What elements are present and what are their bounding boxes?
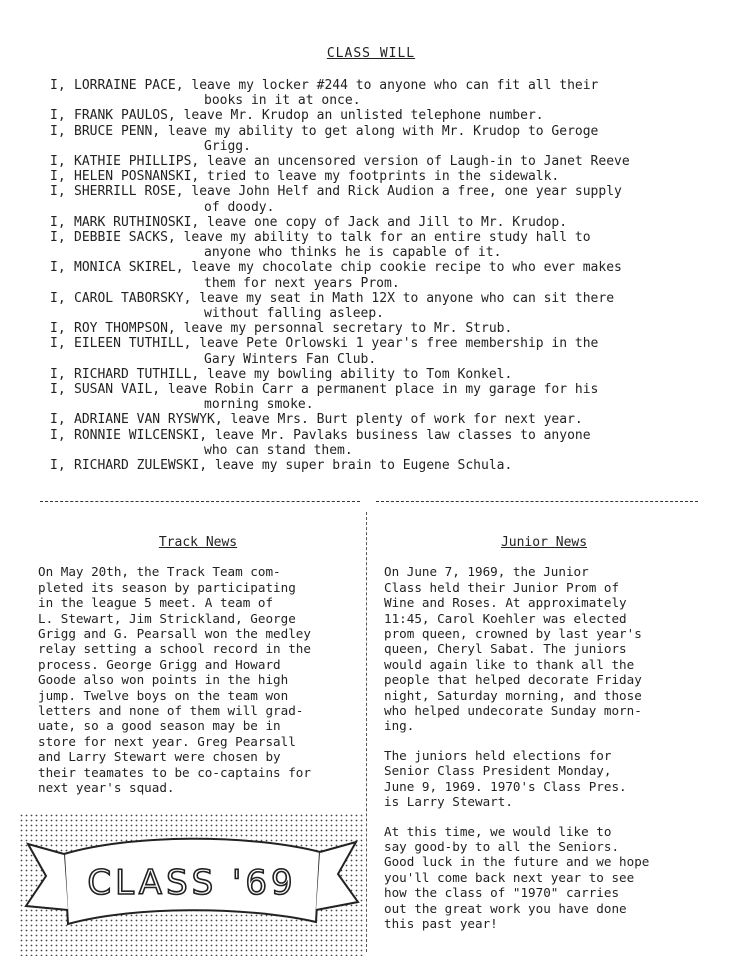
will-entry-text: MARK RUTHINOSKI, leave one copy of Jack and Jill to Mr. Krudop. [74,214,568,230]
will-entry [50,367,720,382]
track-news-paragraph: On May 20th, the Track Team com- pleted its season by participating in the league 5 meet. A team of L. Stewart, Jim Strickland, George Grigg and G. Pearsall won the medley relay setting a school record in the process. George Grigg and Howard Goode also won points in the high jump. Twelve boys on the team won letters and none of them will grad- uate, so a good season may be in store for next year. Greg Pearsall and Larry Stewart were chosen by their teamates to be co-captains for next year's squad. [38,564,311,796]
page-title: CLASS WILL [326,46,416,61]
will-pronoun: I, [50,214,66,230]
will-entry-continuation: books in it at once. [204,93,361,109]
will-entry-text: RICHARD TUTHILL, leave my bowling ability to Tom Konkel. [74,366,513,382]
junior-news-paragraph: On June 7, 1969, the Junior Class held their Junior Prom of Wine and Roses. At approximately 11:45, Carol Koehler was elected prom queen, crowned by last year's queen, Cheryl Sabat. The juniors would again like to thank all the people that helped decorate Friday night, Saturday morning, and those who helped undecorate Sunday morn- ing. [384,564,642,734]
will-entry [50,458,720,473]
will-pronoun: I, [50,458,66,474]
will-entry [50,184,720,214]
will-entry-text: EILEEN TUTHILL, leave Pete Orlowski 1 year's free membership in the [74,336,599,352]
will-pronoun: I, [50,123,66,139]
will-entry [50,336,720,366]
banner-text: CLASS '69 [87,863,297,903]
will-entry-text: ADRIANE VAN RYSWYK, leave Mrs. Burt plenty of work for next year. [74,412,583,428]
will-pronoun: I, [50,366,66,382]
will-entry-text: MONICA SKIREL, leave my chocolate chip cookie recipe to who ever makes [74,260,622,276]
track-news-column [38,535,358,810]
will-entry-continuation: Grigg. [204,138,251,154]
will-pronoun: I, [50,154,66,170]
will-entry-continuation: anyone who thinks he is capable of it. [204,245,502,261]
will-entry-text: FRANK PAULOS, leave Mr. Krudop an unlisted telephone number. [74,108,544,124]
will-entry [50,78,720,108]
will-entry-text: KATHIE PHILLIPS, leave an uncensored version of Laugh-in to Janet Reeve [74,154,630,170]
will-entry-continuation: morning smoke. [204,397,314,413]
will-pronoun: I, [50,108,66,124]
will-entry [50,108,720,123]
will-entry-text: RONNIE WILCENSKI, leave Mr. Pavlaks business law classes to anyone [74,427,591,443]
column-divider [366,512,367,952]
track-news-heading: Track News [158,535,238,550]
will-entry-continuation: of doody. [204,199,275,215]
will-entry-text: SUSAN VAIL, leave Robin Carr a permanent place in my garage for his [74,382,599,398]
will-entry-text: ROY THOMPSON, leave my personnal secretary to Mr. Strub. [74,321,513,337]
class-will-list [50,78,720,473]
will-entry [50,169,720,184]
will-entry [50,291,720,321]
banner-illustration [20,814,364,956]
will-pronoun: I, [50,169,66,185]
junior-news-column [384,535,704,945]
will-pronoun: I, [50,230,66,246]
will-entry [50,428,720,458]
will-entry-continuation: Gary Winters Fan Club. [204,351,377,367]
will-entry [50,321,720,336]
will-pronoun: I, [50,184,66,200]
will-entry [50,215,720,230]
will-pronoun: I, [50,290,66,306]
section-divider-right [376,501,698,502]
will-entry-continuation: who can stand them. [204,442,353,458]
section-divider-left [40,501,360,502]
class-69-banner [20,814,364,956]
will-entry [50,154,720,169]
will-pronoun: I, [50,382,66,398]
will-pronoun: I, [50,412,66,428]
will-entry-text: DEBBIE SACKS, leave my ability to talk for an entire study hall to [74,230,591,246]
will-entry [50,124,720,154]
junior-news-paragraph: The juniors held elections for Senior Class President Monday, June 9, 1969. 1970's Class Pres. is Larry Stewart. [384,747,627,810]
will-pronoun: I, [50,427,66,443]
junior-news-paragraph: At this time, we would like to say good-by to all the Seniors. Good luck in the future and we hope you'll come back next year to see how the class of "1970" carries out the great work you have done this past year! [384,823,650,931]
will-pronoun: I, [50,78,66,93]
will-entry-text: LORRAINE PACE, leave my locker #244 to anyone who can fit all their [74,78,599,93]
junior-news-heading: Junior News [500,535,588,550]
will-entry-text: BRUCE PENN, leave my ability to get along with Mr. Krudop to Geroge [74,123,599,139]
will-entry [50,382,720,412]
will-entry-text: SHERRILL ROSE, leave John Helf and Rick Audion a free, one year supply [74,184,622,200]
will-entry-text: HELEN POSNANSKI, tried to leave my footprints in the sidewalk. [74,169,560,185]
will-entry-continuation: without falling asleep. [204,306,385,322]
will-pronoun: I, [50,321,66,337]
will-entry [50,412,720,427]
will-entry [50,260,720,290]
will-pronoun: I, [50,260,66,276]
will-entry [50,230,720,260]
will-entry-text: CAROL TABORSKY, leave my seat in Math 12X to anyone who can sit there [74,290,615,306]
will-entry-text: RICHARD ZULEWSKI, leave my super brain to Eugene Schula. [74,458,513,474]
will-entry-continuation: them for next years Prom. [204,275,400,291]
will-pronoun: I, [50,336,66,352]
